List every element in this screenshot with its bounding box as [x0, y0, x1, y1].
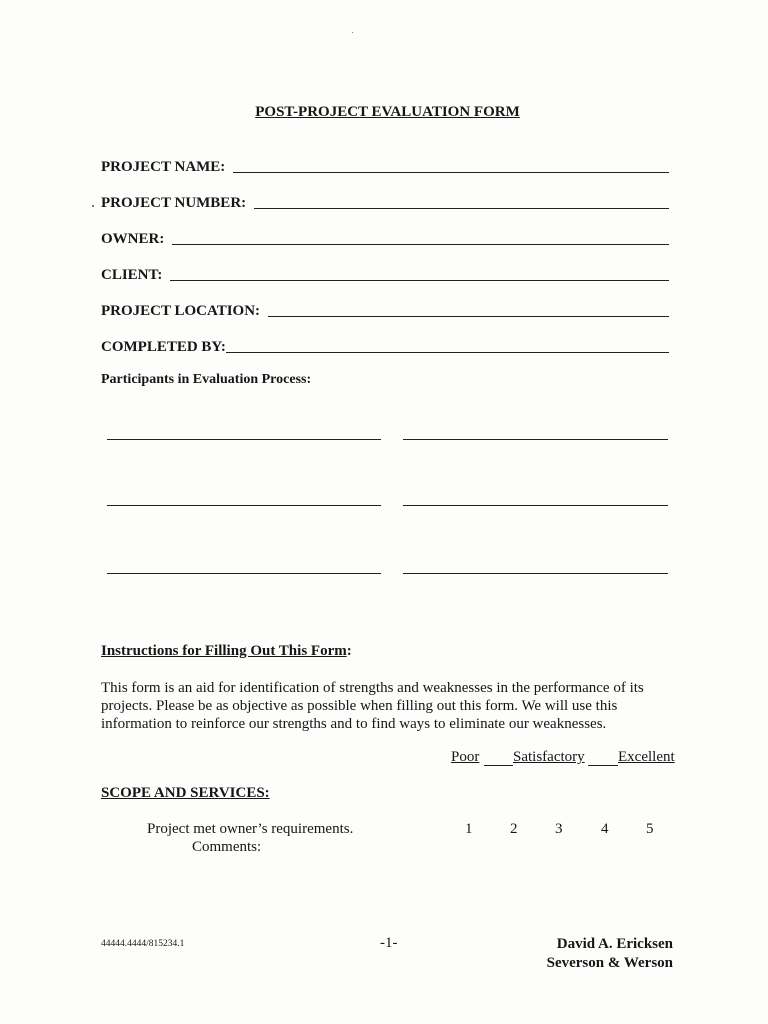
scale-satisfactory: Satisfactory	[513, 749, 585, 765]
instructions-title-text: Instructions for Filling Out This Form	[101, 643, 347, 659]
document-id: 44444.4444/815234.1	[101, 939, 185, 949]
client-label: CLIENT:	[101, 267, 163, 283]
project-number-field[interactable]	[101, 192, 669, 212]
instructions-title-colon: :	[346, 643, 352, 659]
question-owner-requirements: Project met owner’s requirements.	[147, 821, 354, 837]
participant-line-2[interactable]	[403, 439, 668, 440]
owner-field[interactable]	[101, 228, 669, 248]
rating-3[interactable]: 3	[555, 821, 563, 837]
project-number-label: PROJECT NUMBER:	[101, 195, 247, 211]
participant-line-4[interactable]	[403, 505, 668, 506]
participant-line-6[interactable]	[403, 573, 668, 574]
scope-section-title: SCOPE AND SERVICES:	[101, 785, 270, 801]
completed-by-line[interactable]	[226, 352, 669, 353]
rating-4[interactable]: 4	[601, 821, 609, 837]
scale-poor: Poor	[451, 749, 480, 765]
client-field[interactable]	[101, 264, 669, 284]
participant-line-1[interactable]	[107, 439, 381, 440]
owner-line[interactable]	[172, 244, 669, 245]
scale-excellent: Excellent	[618, 749, 675, 765]
signature-block	[547, 935, 673, 973]
project-name-field[interactable]	[101, 156, 669, 176]
author-name: David A. Ericksen	[556, 936, 673, 952]
firm-name: Severson & Werson	[546, 955, 673, 971]
participants-label: Participants in Evaluation Process:	[101, 372, 312, 387]
rating-5[interactable]: 5	[646, 821, 654, 837]
scale-divider-1	[484, 765, 513, 766]
project-number-line[interactable]	[254, 208, 669, 209]
rating-2[interactable]: 2	[510, 821, 518, 837]
page-number: -1-	[380, 935, 398, 951]
client-line[interactable]	[170, 280, 669, 281]
completed-by-field[interactable]	[101, 336, 669, 356]
participant-line-5[interactable]	[107, 573, 381, 574]
participant-line-3[interactable]	[107, 505, 381, 506]
instructions-body: This form is an aid for identification of strengths and weaknesses in the performance of its projects. Please be as objective as possible when filling out this form. We will use this information to reinforce our strengths and to find ways to eliminate our weaknesses.	[101, 680, 644, 732]
instructions-title	[101, 643, 352, 660]
project-location-field[interactable]	[101, 300, 669, 320]
owner-label: OWNER:	[101, 231, 165, 247]
rating-1[interactable]: 1	[465, 821, 473, 837]
project-name-line[interactable]	[233, 172, 669, 173]
project-location-label: PROJECT LOCATION:	[101, 303, 261, 319]
scan-speck	[92, 205, 94, 207]
completed-by-label: COMPLETED BY:	[101, 339, 226, 355]
form-title: POST-PROJECT EVALUATION FORM	[255, 104, 520, 120]
project-location-line[interactable]	[268, 316, 669, 317]
comments-label: Comments:	[192, 839, 262, 855]
project-name-label: PROJECT NAME:	[101, 159, 226, 175]
scan-speck	[352, 32, 353, 33]
scale-divider-2	[588, 765, 618, 766]
